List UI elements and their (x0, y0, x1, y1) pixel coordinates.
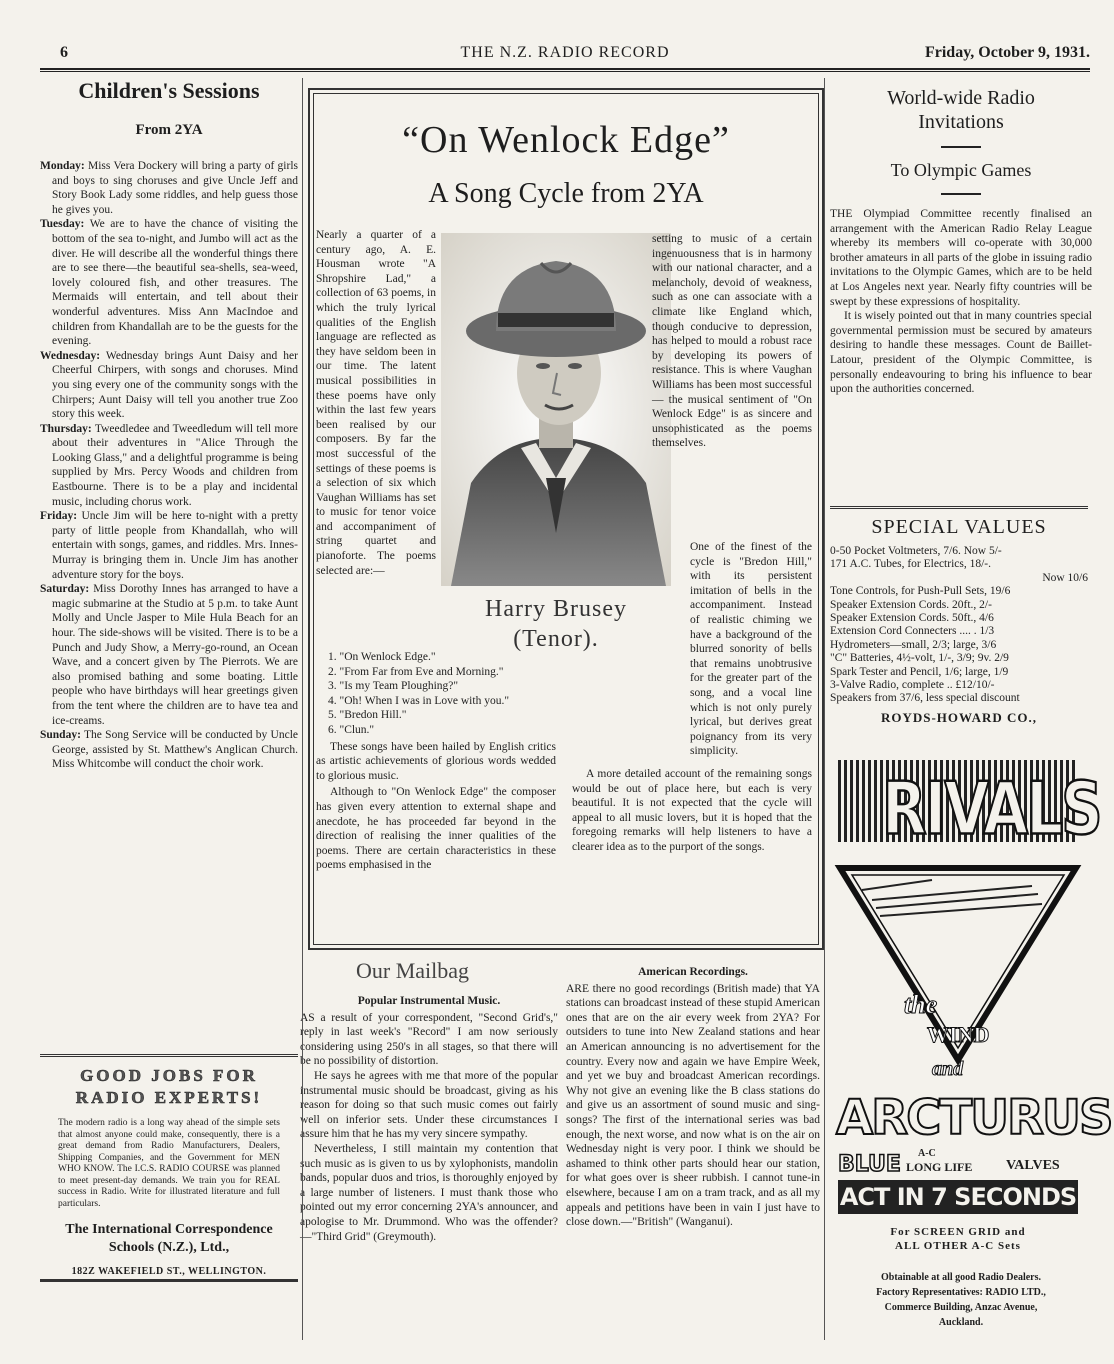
worldwide-subtitle: To Olympic Games (890, 160, 1032, 180)
price-line: 3-Valve Radio, complete .. £12/10/- (830, 679, 995, 692)
special-values-title: SPECIAL VALUES (871, 516, 1047, 538)
valve-tagline (838, 1148, 1084, 1178)
worldwide-body (830, 207, 1092, 397)
column-rule-left (302, 78, 303, 1340)
portrait-illustration (441, 233, 671, 586)
page-header (40, 44, 1090, 66)
session-entry-thursday: Thursday: Tweedledee and Tweedledum will tell more about their adventures in "Alice Through the Looking Glass," and a delightful programme is being supplied by Mrs. Percy Woods and children from Eastbourne. There is to be a play and incidental music, including chorus work. (40, 422, 299, 508)
session-entry-wednesday: Wednesday: Wednesday brings Aunt Daisy and her Cheerful Chirpers, with songs and choruses. Mind you sing every one of the community songs with the Chirpers; Aunt Daisy will tell you another true Zoo story this week. (40, 349, 298, 421)
ad-ac: A-C (918, 1148, 936, 1159)
caption-role: (Tenor). (513, 626, 599, 652)
letter-2-paragraph-1: ARE there no good recordings (British made) that YA stations can broadcast instead of these stupid American ones that are on the air every week from 2YA? For outsiders to tune into New Zealand stations and hear an American announcing is no advertisement for the country. Every now and again we have Empire Week, and yet we buy and broadcast American recordings. Why not give an evening like the B class stations do and give us an assortment of sound music and sing-songs? The first of the international series was bad enough, the next worse, and now what is on the air on Wednesday night is very poor. I think we should be ashamed to think other parts should hear our station, for what goes over is sheer rubbish. I cannot tune-in elsewhere, because I am on a tram track, and as all my appeals and petitions have been in vain I just have to close down.—"British" (Wanganui). (566, 982, 820, 1229)
wenlock-title: “On Wenlock Edge” (402, 119, 730, 161)
special-values-list (830, 545, 1088, 706)
mailbag-letter-1 (300, 994, 558, 1244)
letter-1-paragraph-1: AS a result of your correspondent, "Second Grid's," reply in last week's "Record" I am now seriously considering using 250's in all stages, so that there will be no possibility of distortion. (300, 1011, 558, 1068)
header-rule-thin (40, 71, 1090, 72)
worldwide-column (830, 78, 1092, 397)
song-item: 1. "On Wenlock Edge." (328, 651, 436, 663)
ics-bottom-rule (40, 1279, 298, 1282)
arcturus-brand: ARCTURUS (836, 1090, 1112, 1146)
worldwide-title-line-2: Invitations (918, 111, 1004, 133)
issue-date: Friday, October 9, 1931. (924, 44, 1090, 61)
ics-headline-2: RADIO EXPERTS! (75, 1088, 263, 1107)
letter-2-heading: American Recordings. (638, 966, 748, 978)
ad-factory: Factory Representatives: RADIO LTD., (876, 1287, 1046, 1298)
worldwide-paragraph-2: It is wisely pointed out that in many countries special governmental permission must be secured by amateurs desiring to handle these messages. Count de Baillet-Latour, president of the Olympic Committee, is personally endeavouring to bring his influence to bear upon the authorities concerned. (830, 310, 1092, 396)
special-values-rule (830, 506, 1088, 509)
childrens-sessions-column (40, 78, 298, 772)
wenlock-paragraph-composer: Although to "On Wenlock Edge" the composer has given every attention to external shape and anecdote, he has proceeded far beyond in the direction of realising the inner qualities of the poems. There are certain characteristics in these poems emphasised in the (316, 786, 556, 872)
session-entry-friday: Friday: Uncle Jim will be here to-night with a pretty party of little people from Khandallah, who will entertain with songs, games, and riddles. Mrs. Innes-Murray is bringing them in. Uncle Jim has another adventure story for the boys. (40, 510, 299, 581)
price-line: Hydrometers—small, 2/3; large, 3/6 (830, 638, 997, 651)
ad-factory-address: Commerce Building, Anzac Avenue, (884, 1302, 1038, 1313)
letter-1-paragraph-3: Nevertheless, I still maintain my contention that such music as is given to us by xylophonists, mandolin bands, popular duos and trios, is thoroughly enjoyed by a large number of listeners. I must thank those who pointed out my error concerning 2YA's announcer, and apologise to Mr. Drummond. Who was the offender?—"Third Grid" (Greymouth). (300, 1142, 558, 1243)
ad-the: the (904, 990, 938, 1019)
letter-1-heading: Popular Instrumental Music. (357, 995, 501, 1007)
price-line: Speaker Extension Cords. 20ft., 2/- (830, 598, 992, 611)
song-item: 2. "From Far from Eve and Morning." (328, 665, 504, 678)
price-line: Tone Controls, for Push-Pull Sets, 19/6 (830, 585, 1011, 598)
price-line: Speaker Extension Cords. 50ft., 4/6 (830, 612, 994, 625)
song-item: 5. "Bredon Hill." (328, 709, 407, 722)
tenor-portrait-photo (441, 233, 671, 586)
price-line: 171 A.C. Tubes, for Electrics, 18/-. (830, 558, 991, 571)
ad-other-sets: ALL OTHER A-C Sets (895, 1240, 1021, 1252)
ad-and: and (932, 1058, 964, 1080)
ad-valves: VALVES (1006, 1158, 1060, 1173)
letter-1-paragraph-2: He says he agrees with me that more of the popular instrumental music should be broadcast, giving as his reason for doing so that such music comes out fairly well on inferior sets. Under these circumstances I assure him that he has my very sincere sympathy. (300, 1069, 558, 1141)
session-list (40, 159, 298, 772)
song-item: 3. "Is my Team Ploughing?" (328, 680, 459, 693)
column-rule-right (824, 78, 825, 1340)
wenlock-left-text-upper (316, 228, 436, 578)
title-dash (941, 146, 981, 148)
wenlock-left-text-lower (316, 650, 556, 873)
ics-school-name: The International Correspondence (65, 1222, 273, 1237)
price-line: Spark Tester and Pencil, 1/6; large, 1/9 (830, 665, 1009, 678)
worldwide-title-line-1: World-wide Radio (887, 87, 1035, 109)
ics-advertisement (40, 1066, 298, 1282)
ics-school-ltd: Schools (N.Z.), Ltd., (108, 1240, 230, 1255)
song-item: 4. "Oh! When I was in Love with you." (328, 694, 510, 707)
childrens-sessions-title: Children's Sessions (78, 78, 260, 103)
rivals-headline: RIVALS (882, 766, 1101, 851)
subtitle-dash (941, 193, 981, 195)
mailbag-letter-2 (566, 965, 820, 1230)
mailbag-title: Our Mailbag (356, 958, 470, 983)
session-entry-sunday: Sunday: The Song Service will be conducted by Uncle George, assisted by St. Matthew's Anglican Church. Miss Whitcombe will conduct the choir work. (40, 729, 299, 771)
song-item: 6. "Clun." (328, 723, 375, 736)
ad-wind: WIND (927, 1022, 990, 1047)
ad-longlife: LONG LIFE (906, 1160, 973, 1174)
ad-factory-city: Auckland. (938, 1317, 984, 1328)
ad-obtainable: Obtainable at all good Radio Dealers. (880, 1272, 1041, 1283)
session-entry-monday: Monday: Miss Vera Dockery will bring a party of girls and boys to sing choruses and give Uncle Jeff and Story Book Lady some riddles, and help guess those he gives you. (40, 160, 298, 216)
ics-body: The modern radio is a long way ahead of the simple sets that almost anyone could make, consequently, there is a great demand from Radio Manufacturers, Dealers, Shipping Companies, and the Government for MEN WHO KNOW. The I.C.S. RADIO COURSE was planned to meet present-day demands. We train you for REAL success in Radio. Write for illustrated literature and full particulars. (58, 1118, 280, 1209)
ics-address: 182Z WAKEFIELD ST., WELLINGTON. (71, 1266, 267, 1277)
header-rule (40, 68, 1090, 70)
wenlock-paragraph-critics: These songs have been hailed by English critics as artistic achievements of glorious words wedded to glorious music. (316, 740, 556, 782)
special-values-ad (830, 516, 1088, 726)
price-line: 0-50 Pocket Voltmeters, 7/6. Now 5/- (830, 545, 1002, 557)
wenlock-right-text-upper (652, 232, 812, 451)
ad-separator (40, 1054, 298, 1057)
masthead: THE N.Z. RADIO RECORD (460, 44, 670, 61)
ics-headline-1: GOOD JOBS FOR (80, 1066, 258, 1085)
wenlock-setting-paragraph: setting to music of a certain ingenuousness that is in harmony with our national character, and a melancholy, devoid of weakness, such as one can associate with a climate like England which, though conducive to depression, has helped to mould a robust race by developing its powers of resistance. This is where Vaughan Williams has been most successful— the musical sentiment of "On Wenlock Edge" is as sincere and unsophisticated as the poems themselves. (652, 233, 812, 450)
price-line: Now 10/6 (1042, 571, 1088, 584)
wenlock-right-text-lower (572, 540, 812, 854)
price-line: Extension Cord Connecters .... . 1/3 (830, 625, 995, 638)
ad-blue: BLUE (838, 1152, 901, 1177)
wenlock-closing-paragraph: A more detailed account of the remaining songs would be out of place here, but each is very beautiful. It is not expected that the cycle will appeal to all music lovers, but it is hoped that the foregoing remarks will help listeners to have a clearer idea as to the purport of the songs. (572, 767, 812, 853)
caption-name: Harry Brusey (485, 596, 627, 622)
wenlock-bredon-paragraph: One of the finest of the cycle is "Bredon Hill," with its persistent imitation of bells in the accompaniment. Instead of realistic chiming we have a background of the blurred sonority of bells that remains unobtrusive for the greater part of the song, and a vocal line which is not only purely lyrical, but derives great poignancy from its very simplicity. (690, 541, 812, 758)
wenlock-intro: Nearly a quarter of a century ago, A. E. Housman wrote "A Shropshire Lad," a collection of 63 poems, in which the truly lyrical qualities of the English language are reflected as they have seldom been in our time. The latent musical possibilities in these poems have only within the last few years been realised by our composers. By far the most successful of the settings of these poems is a selection of six which Vaughan Williams has set to music for tenor voice and accompaniment of string quartet and pianoforte. The poems selected are:— (316, 229, 436, 577)
royds-howard-name: ROYDS-HOWARD CO., (880, 709, 1038, 725)
arcturus-advertisement (832, 760, 1112, 1265)
worldwide-paragraph-1: THE Olympiad Committee recently finalised an arrangement with the American Radio Relay League whereby its members will co-operate with 30,000 brother amateurs in all parts of the globe in issuing radio invitations to the Olympic Games, which are to be held at Los Angeles next year. Nearly fifty countries will be swept by these expressions of hospitality. (830, 208, 1092, 308)
session-entry-saturday: Saturday: Miss Dorothy Innes has arranged to have a magic submarine at the Studio at 5 p.m. to take Aunt Molly and Uncle Jasper to Mile Hula Beach for an hour. The side-shows will be visited. There is to be a Punch and Judy Show, a Merry-go-round, an Ocean Wave, and a concert given by The Pierrots. We are also promised bathing and some boating. Little people who have birthdays will hear greetings given from the tent where the children are to have tea and ice-creams. (40, 583, 298, 727)
page-number: 6 (60, 44, 68, 61)
song-list (316, 650, 556, 738)
arcturus-footer (830, 1270, 1092, 1330)
act-in-7-seconds-banner: ACT IN 7 SECONDS (838, 1180, 1078, 1214)
session-entry-tuesday: Tuesday: We are to have the chance of visiting the bottom of the sea to-night, and Jumbo will act as the diver. He will describe all the wonderful things there are to see there—the beautiful sea-shells, sea-weed, lovely coloured fish, and other treasures. The Mermaids will entertain, and tell about their wonderful adventures. Miss Ann MacIndoe and children from Khandallah are to be the guests for the evening. (40, 218, 298, 348)
price-line: "C" Batteries, 4½-volt, 1/-, 3/9; 9v. 2/9 (830, 652, 1009, 665)
childrens-sessions-subtitle: From 2YA (135, 122, 203, 138)
ad-screen-grid: For SCREEN GRID and (890, 1226, 1026, 1238)
price-line: Speakers from 37/6, less special discount (830, 692, 1020, 705)
wenlock-subtitle: A Song Cycle from 2YA (428, 178, 704, 209)
